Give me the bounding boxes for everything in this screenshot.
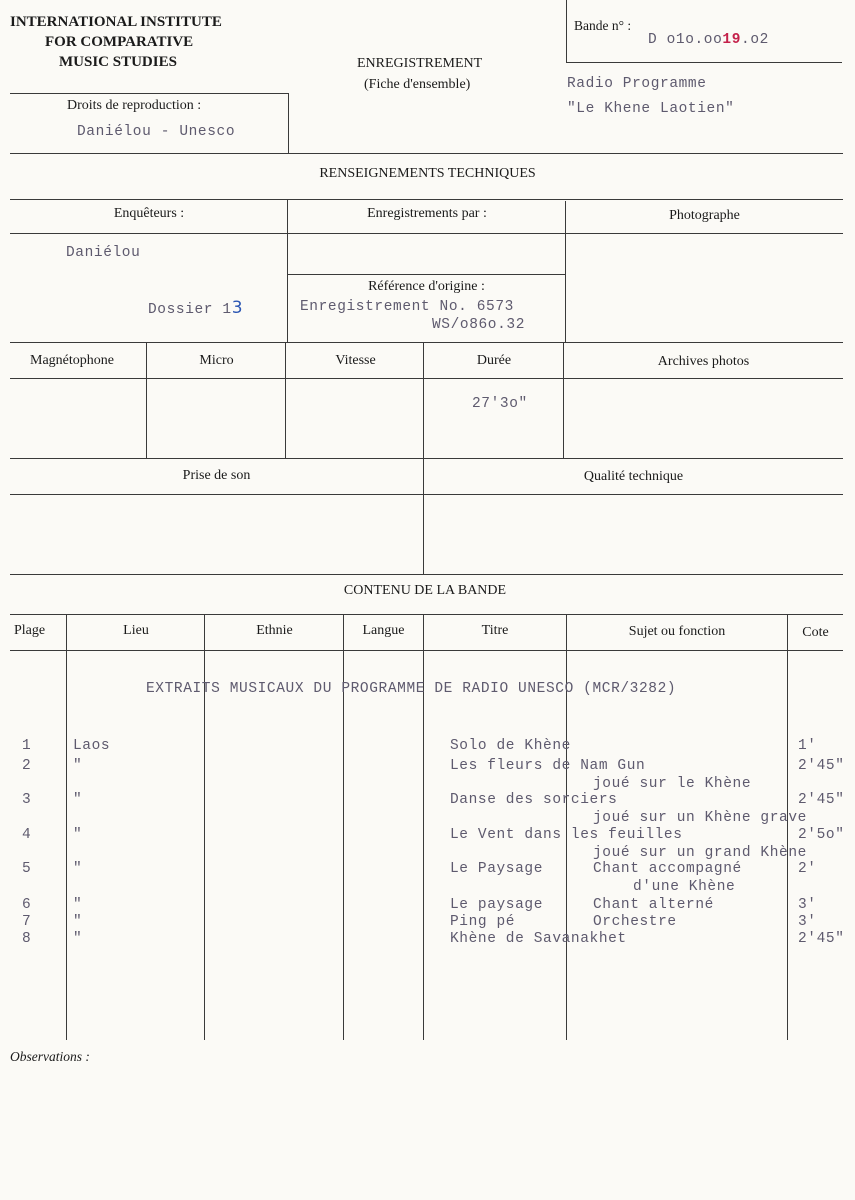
row-titre: Le Paysage bbox=[450, 861, 544, 877]
observations-label: Observations : bbox=[10, 1049, 90, 1064]
row-lieu: " bbox=[73, 914, 83, 930]
form-subtitle: (Fiche d'ensemble) bbox=[364, 77, 471, 92]
row-titre: Khène de Savanakhet bbox=[450, 931, 627, 947]
col-titre: Titre bbox=[481, 623, 509, 638]
row-cote: 2'45" bbox=[798, 931, 845, 947]
row-titre: Solo de Khène bbox=[450, 738, 571, 754]
row-lieu: " bbox=[73, 931, 83, 947]
row-sujet-detail: joué sur le Khène bbox=[593, 776, 752, 792]
duree-value: 27'3o" bbox=[472, 396, 528, 412]
prise-de-son-label: Prise de son bbox=[182, 468, 251, 483]
row-plage: 2 bbox=[22, 758, 32, 774]
col-cote: Cote bbox=[802, 625, 829, 640]
row-titre: Les fleurs de Nam Gun bbox=[450, 758, 646, 774]
row-lieu: " bbox=[73, 758, 83, 774]
col-plage: Plage bbox=[14, 623, 46, 638]
row-titre: Le paysage bbox=[450, 897, 544, 913]
rights-label: Droits de reproduction : bbox=[67, 98, 202, 113]
row-lieu: " bbox=[73, 827, 83, 843]
col-langue: Langue bbox=[362, 623, 405, 638]
rights-value: Daniélou - Unesco bbox=[77, 124, 236, 140]
institute-line1: INTERNATIONAL INSTITUTE bbox=[10, 14, 222, 30]
bande-prefix: D o1o.oo bbox=[648, 32, 723, 48]
row-cote: 2'45" bbox=[798, 792, 845, 808]
row-cote: 1' bbox=[798, 738, 817, 754]
row-plage: 7 bbox=[22, 914, 32, 930]
institute-line3: MUSIC STUDIES bbox=[59, 54, 177, 70]
contents-section-title: CONTENU DE LA BANDE bbox=[343, 583, 507, 598]
row-plage: 5 bbox=[22, 861, 32, 877]
row-sujet-detail: d'une Khène bbox=[633, 879, 736, 895]
row-sujet: Chant alterné bbox=[593, 897, 714, 913]
magnetophone-label: Magnétophone bbox=[30, 353, 114, 368]
row-lieu: " bbox=[73, 861, 83, 877]
archives-label: Archives photos bbox=[657, 354, 750, 369]
col-lieu: Lieu bbox=[123, 623, 149, 638]
qualite-label: Qualité technique bbox=[583, 469, 684, 484]
row-lieu: Laos bbox=[73, 738, 111, 754]
row-cote: 3' bbox=[798, 897, 817, 913]
bande-stamp: 19 bbox=[722, 32, 742, 48]
micro-label: Micro bbox=[199, 353, 234, 368]
institute-line2: FOR COMPARATIVE bbox=[45, 34, 194, 50]
row-sujet: Orchestre bbox=[593, 914, 677, 930]
enqueteurs-value: Daniélou bbox=[66, 245, 141, 261]
dossier-number bbox=[148, 298, 243, 318]
row-plage: 1 bbox=[22, 738, 32, 754]
ref-value-2: WS/o86o.32 bbox=[432, 317, 526, 333]
form-title: ENREGISTREMENT bbox=[357, 56, 483, 71]
row-titre: Ping pé bbox=[450, 914, 516, 930]
row-sujet-detail: joué sur un grand Khène bbox=[593, 845, 807, 861]
col-sujet: Sujet ou fonction bbox=[628, 624, 726, 639]
contents-heading: EXTRAITS MUSICAUX DU PROGRAMME DE RADIO UNESCO (MCR/3282) bbox=[146, 681, 677, 697]
tech-section-title: RENSEIGNEMENTS TECHNIQUES bbox=[319, 166, 536, 181]
col-ethnie: Ethnie bbox=[256, 623, 293, 638]
bande-suffix: .o2 bbox=[741, 32, 769, 48]
row-sujet-detail: joué sur un Khène grave bbox=[593, 810, 807, 826]
row-plage: 4 bbox=[22, 827, 32, 843]
row-plage: 3 bbox=[22, 792, 32, 808]
row-titre: Danse des sorciers bbox=[450, 792, 618, 808]
program-name: "Le Khene Laotien" bbox=[567, 101, 735, 117]
program-title: Radio Programme bbox=[567, 76, 707, 92]
row-titre: Le Vent dans les feuilles bbox=[450, 827, 683, 843]
row-sujet: Chant accompagné bbox=[593, 861, 742, 877]
row-cote: 3' bbox=[798, 914, 817, 930]
row-cote: 2' bbox=[798, 861, 817, 877]
enqueteurs-label: Enquêteurs : bbox=[113, 206, 185, 221]
row-cote: 2'45" bbox=[798, 758, 845, 774]
duree-label: Durée bbox=[476, 353, 512, 368]
bande-label: Bande n° : bbox=[574, 18, 632, 33]
row-plage: 8 bbox=[22, 931, 32, 947]
ref-value-1: Enregistrement No. 6573 bbox=[300, 299, 514, 315]
photographe-label: Photographe bbox=[669, 208, 740, 223]
enreg-par-label: Enregistrements par : bbox=[367, 206, 487, 221]
row-plage: 6 bbox=[22, 897, 32, 913]
ref-label: Référence d'origine : bbox=[368, 279, 485, 294]
row-cote: 2'5o" bbox=[798, 827, 845, 843]
bande-number bbox=[648, 32, 769, 48]
dossier-text: Dossier 1 bbox=[148, 302, 232, 318]
row-lieu: " bbox=[73, 792, 83, 808]
dossier-handwritten: 3 bbox=[231, 298, 244, 318]
row-lieu: " bbox=[73, 897, 83, 913]
vitesse-label: Vitesse bbox=[335, 353, 376, 368]
